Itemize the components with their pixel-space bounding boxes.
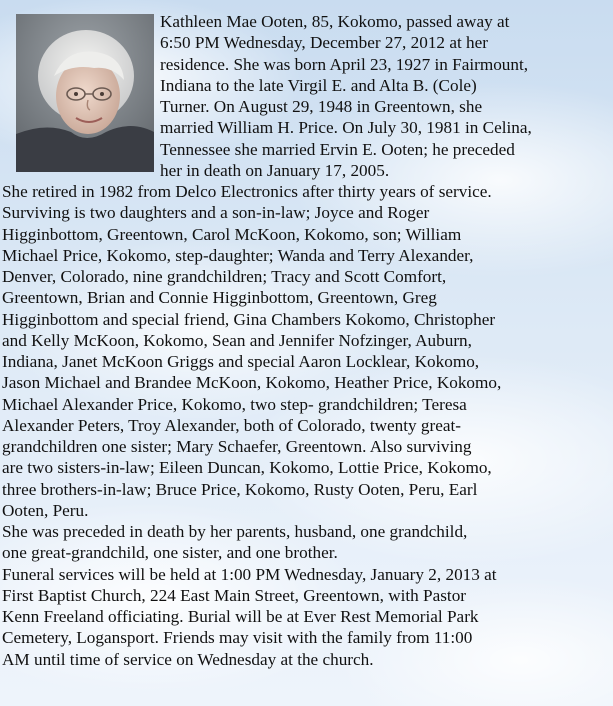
obituary-line: Indiana, Janet McKoon Griggs and special Aaron Locklear, Kokomo, bbox=[2, 352, 480, 371]
obituary-line: Jason Michael and Brandee McKoon, Kokomo, Heather Price, Kokomo, bbox=[2, 373, 502, 393]
obituary-line: married William H. Price. On July 30, 1981 in Celina, bbox=[160, 118, 532, 138]
obituary-line: grandchildren one sister; Mary Schaefer, Greentown. Also surviving bbox=[2, 437, 472, 456]
obituary-line: Surviving is two daughters and a son-in-law; Joyce and Roger bbox=[2, 203, 430, 223]
obituary-line: Greentown, Brian and Connie Higginbottom, Greentown, Greg bbox=[2, 288, 437, 308]
obituary-line: Michael Price, Kokomo, step-daughter; Wanda and Terry Alexander, bbox=[2, 245, 474, 265]
obituary-line: Higginbottom, Greentown, Carol McKoon, Kokomo, son; William bbox=[2, 224, 462, 244]
obituary-line: and Kelly McKoon, Kokomo, Sean and Jennifer Nofzinger, Auburn, bbox=[2, 330, 472, 350]
obituary-line: Kenn Freeland officiating. Burial will be at Ever Rest Memorial Park bbox=[2, 607, 479, 626]
obituary-line: her in death on January 17, 2005. bbox=[160, 160, 390, 180]
obituary-line: Indiana to the late Virgil E. and Alta B. (Cole) bbox=[160, 75, 477, 95]
obituary-line: residence. She was born April 23, 1927 in Fairmount, bbox=[160, 54, 529, 74]
obituary-line: are two sisters-in-law; Eileen Duncan, Kokomo, Lottie Price, Kokomo, bbox=[2, 458, 492, 478]
obituary-line: three brothers-in-law; Bruce Price, Kokomo, Rusty Ooten, Peru, Earl bbox=[2, 479, 478, 499]
obituary-line: She was preceded in death by her parents, husband, one grandchild, bbox=[2, 522, 468, 541]
obituary-line: Denver, Colorado, nine grandchildren; Tracy and Scott Comfort, bbox=[2, 267, 447, 286]
obituary-line: Ooten, Peru. bbox=[2, 500, 89, 520]
obituary-line: First Baptist Church, 224 East Main Street, Greentown, with Pastor bbox=[2, 585, 467, 605]
obituary-line: Cemetery, Logansport. Friends may visit with the family from 11:00 bbox=[2, 628, 473, 648]
obituary-text bbox=[2, 11, 610, 670]
obituary-line: Kathleen Mae Ooten, 85, Kokomo, passed away at bbox=[160, 12, 510, 31]
obituary-line: Turner. On August 29, 1948 in Greentown, she bbox=[160, 97, 483, 116]
obituary-line: 6:50 PM Wednesday, December 27, 2012 at her bbox=[160, 33, 488, 53]
obituary-line: one great-grandchild, one sister, and one brother. bbox=[2, 543, 338, 563]
obituary-line: Tennessee she married Ervin E. Ooten; he preceded bbox=[160, 139, 515, 159]
obituary-line: Higginbottom and special friend, Gina Chambers Kokomo, Christopher bbox=[2, 309, 496, 329]
obituary-line: Alexander Peters, Troy Alexander, both of Colorado, twenty great- bbox=[2, 415, 461, 435]
obituary-line: AM until time of service on Wednesday at the church. bbox=[2, 649, 374, 669]
obituary-line: She retired in 1982 from Delco Electronics after thirty years of service. bbox=[2, 182, 492, 201]
obituary-line: Funeral services will be held at 1:00 PM Wednesday, January 2, 2013 at bbox=[2, 564, 497, 584]
obituary-line: Michael Alexander Price, Kokomo, two step- grandchildren; Teresa bbox=[2, 394, 467, 414]
